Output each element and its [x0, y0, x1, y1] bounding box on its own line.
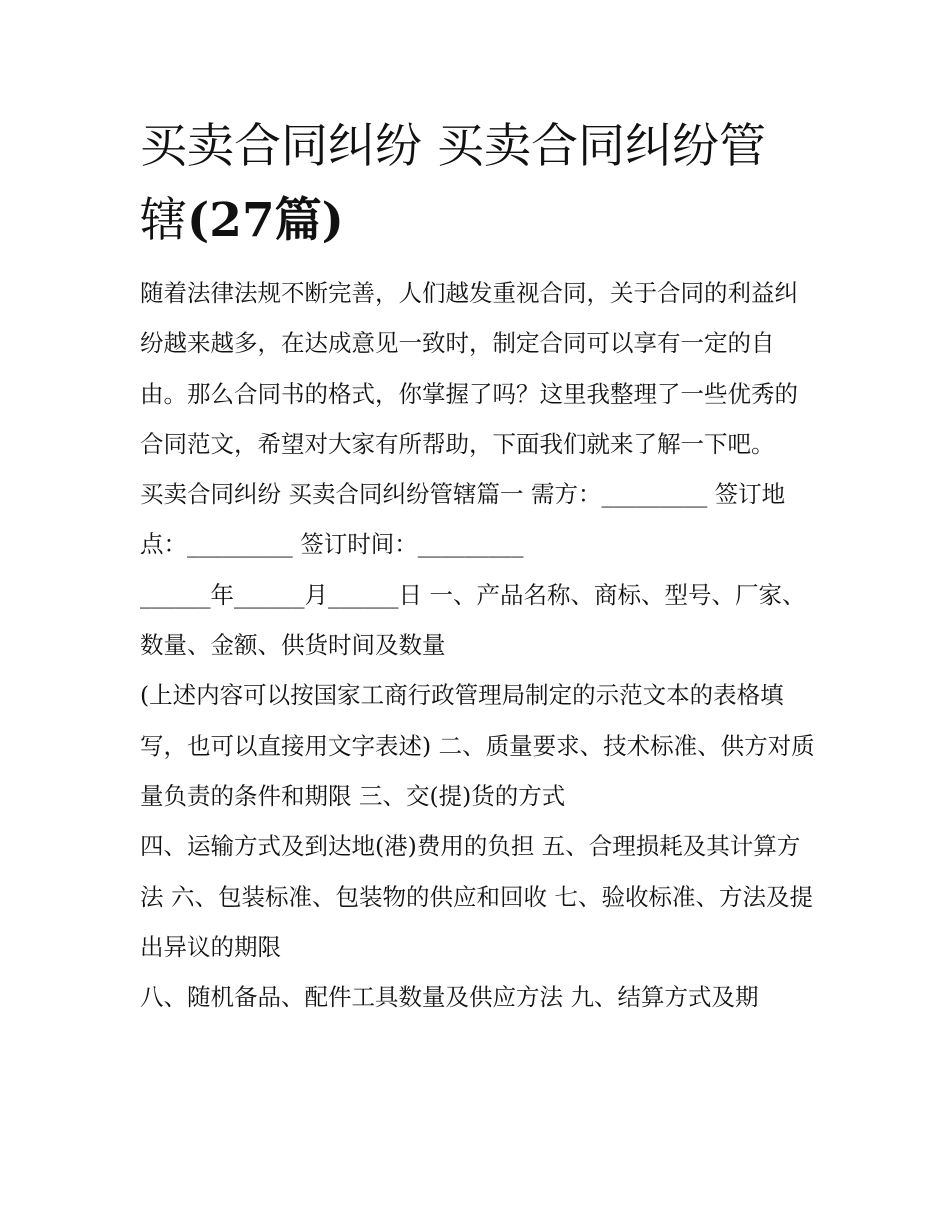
document-body	[140, 110, 815, 1022]
intro-paragraph: 随着法律法规不断完善，人们越发重视合同，关于合同的利益纠纷越来越多，在达成意见一致时，制定合同可以享有一定的自由。那么合同书的格式，你掌握了吗？这里我整理了一些优秀的合同范文，希望对大家有所帮助，下面我们就来了解一下吧。	[140, 279, 798, 458]
title-line-2-prefix: 辖	[140, 193, 187, 248]
contract-header-paragraph: 买卖合同纠纷 买卖合同纠纷管辖篇一 需方：_________ 签订地点：_________ 签订时间：_________	[140, 480, 786, 559]
title-line-1: 买卖合同纠纷 买卖合同纠纷管	[140, 119, 766, 174]
items-4-7-paragraph: 四、运输方式及到达地(港)费用的负担 五、合理损耗及其计算方法 六、包装标准、包装物的供应和回收 七、验收标准、方法及提出异议的期限	[140, 832, 813, 961]
document-title	[140, 110, 815, 258]
items-2-3-paragraph: (上述内容可以按国家工商行政管理局制定的示范文本的表格填写，也可以直接用文字表述) 二、质量要求、技术标准、供方对质量负责的条件和期限 三、交(提)货的方式	[140, 681, 815, 810]
title-line-2-count: (27篇)	[187, 193, 344, 248]
items-8-9-paragraph: 八、随机备品、配件工具数量及供应方法 九、结算方式及期	[140, 983, 759, 1012]
date-and-item-1-paragraph: ______年______月______日 一、产品名称、商标、型号、厂家、数量、金额、供货时间及数量	[140, 580, 806, 660]
